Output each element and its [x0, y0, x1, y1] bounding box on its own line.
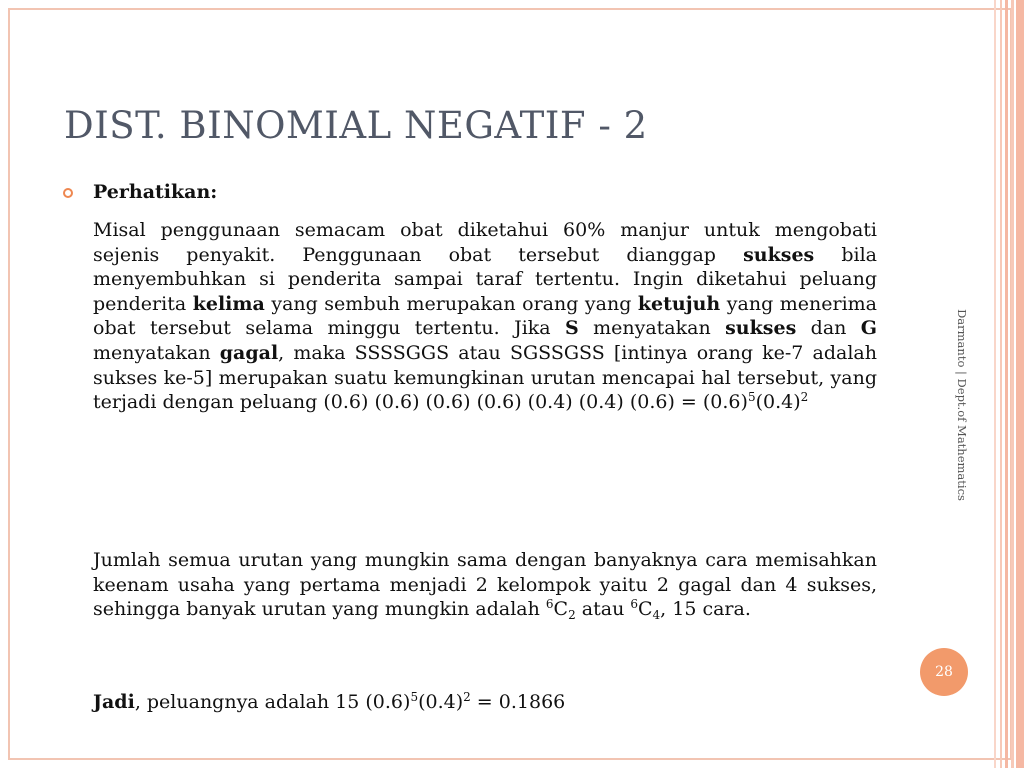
- bullet-heading: Perhatikan:: [93, 181, 218, 203]
- page-number-badge: [920, 648, 968, 696]
- stripe: [1011, 0, 1014, 768]
- stripe: [1005, 0, 1008, 768]
- paragraph-conclusion: Jadi, peluangnya adalah 15 $(0.6)^5(0.4)^2 = 0.1866$: [93, 690, 566, 713]
- side-footer-label: Darmanto | Dept.of Mathematics: [955, 309, 969, 501]
- paragraph-example: Misal penggunaan semacam obat diketahui 60% manjur untuk mengobati sejenis penyakit. Penggunaan obat tersebut dianggap sukses bila menyembuhkan si penderita sampai taraf tertentu. Ingin diketahui peluang penderita kelima yang sembuh merupakan orang yang ketujuh yang menerima obat tersebut selama minggu tertentu. Jika S menyatakan sukses dan G menyatakan gagal, maka SSSSGGS atau SGSSGSS [intinya orang ke-7 adalah sukses ke-5] merupakan suatu kemungkinan urutan mencapai hal tersebut, yang terjadi dengan peluang (0.6) (0.6) (0.6) (0.6) (0.4) (0.4) $(0.6) = (0.6)^5(0.4)^2$: [93, 219, 878, 414]
- stripe: [994, 0, 996, 768]
- bullet-circle-icon: [63, 188, 73, 198]
- decorative-stripes: [990, 0, 1024, 768]
- page-number: 28: [935, 664, 953, 680]
- stripe: [1000, 0, 1002, 768]
- paragraph-combinations: Jumlah semua urutan yang mungkin sama dengan banyaknya cara memisahkan keenam usaha yang pertama menjadi 2 kelompok yaitu 2 gagal dan 4 sukses, sehingga banyak urutan yang mungkin adalah $^6C_2$ atau $^6C_4$, 15 cara.: [93, 549, 877, 623]
- slide-title: DIST. BINOMIAL NEGATIF - 2: [64, 104, 648, 147]
- stripe: [1016, 0, 1024, 768]
